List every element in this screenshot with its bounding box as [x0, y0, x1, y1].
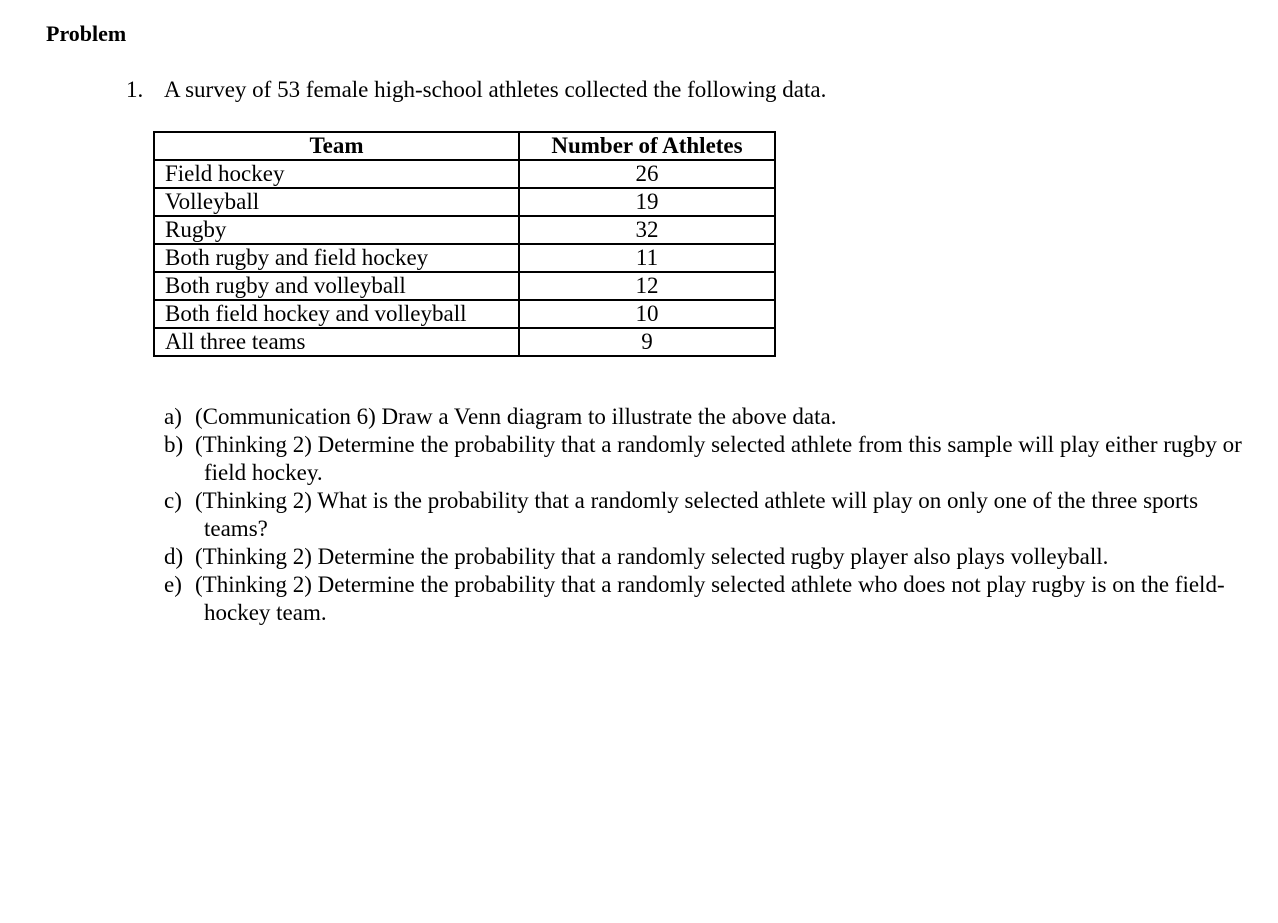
table-row: [154, 300, 775, 328]
sub-questions: [164, 403, 1244, 627]
header-number-of-athletes: Number of Athletes: [519, 132, 775, 160]
table-row: [154, 216, 775, 244]
count-cell: 19: [519, 188, 775, 216]
team-cell: Both rugby and field hockey: [154, 244, 519, 272]
part-b: [164, 431, 1244, 487]
part-letter: b): [164, 432, 184, 457]
part-text: (Thinking 2) Determine the probability that a randomly selected athlete who does not play rugby is on the field-hockey team.: [195, 572, 1225, 625]
team-cell: Rugby: [154, 216, 519, 244]
count-cell: 12: [519, 272, 775, 300]
team-cell: Both rugby and volleyball: [154, 272, 519, 300]
part-text: (Thinking 2) Determine the probability that a randomly selected rugby player also plays volleyball.: [195, 544, 1109, 569]
count-cell: 26: [519, 160, 775, 188]
part-letter: c): [164, 488, 182, 513]
table-row: [154, 160, 775, 188]
part-a: [164, 403, 1244, 431]
question-text: A survey of 53 female high-school athletes collected the following data.: [164, 77, 827, 102]
header-team: Team: [154, 132, 519, 160]
count-cell: 10: [519, 300, 775, 328]
part-letter: e): [164, 572, 182, 597]
team-cell: Both field hockey and volleyball: [154, 300, 519, 328]
question-number: 1.: [126, 77, 144, 102]
part-text: (Thinking 2) Determine the probability that a randomly selected athlete from this sample will play either rugby or field hockey.: [195, 432, 1242, 485]
part-e: [164, 571, 1244, 627]
table-header-row: [154, 132, 775, 160]
table-row: [154, 328, 775, 356]
part-text: (Communication 6) Draw a Venn diagram to illustrate the above data.: [195, 404, 837, 429]
part-letter: a): [164, 404, 182, 429]
team-cell: Volleyball: [154, 188, 519, 216]
table-row: [154, 188, 775, 216]
count-cell: 9: [519, 328, 775, 356]
team-cell: All three teams: [154, 328, 519, 356]
table-row: [154, 272, 775, 300]
part-c: [164, 487, 1244, 543]
count-cell: 11: [519, 244, 775, 272]
question-1: [126, 76, 826, 104]
table-row: [154, 244, 775, 272]
team-cell: Field hockey: [154, 160, 519, 188]
part-d: [164, 543, 1244, 571]
athletes-table: [153, 131, 776, 357]
page-heading: Problem: [46, 21, 127, 46]
part-text: (Thinking 2) What is the probability that a randomly selected athlete will play on only one of the three sports teams?: [195, 488, 1199, 541]
part-letter: d): [164, 544, 184, 569]
count-cell: 32: [519, 216, 775, 244]
